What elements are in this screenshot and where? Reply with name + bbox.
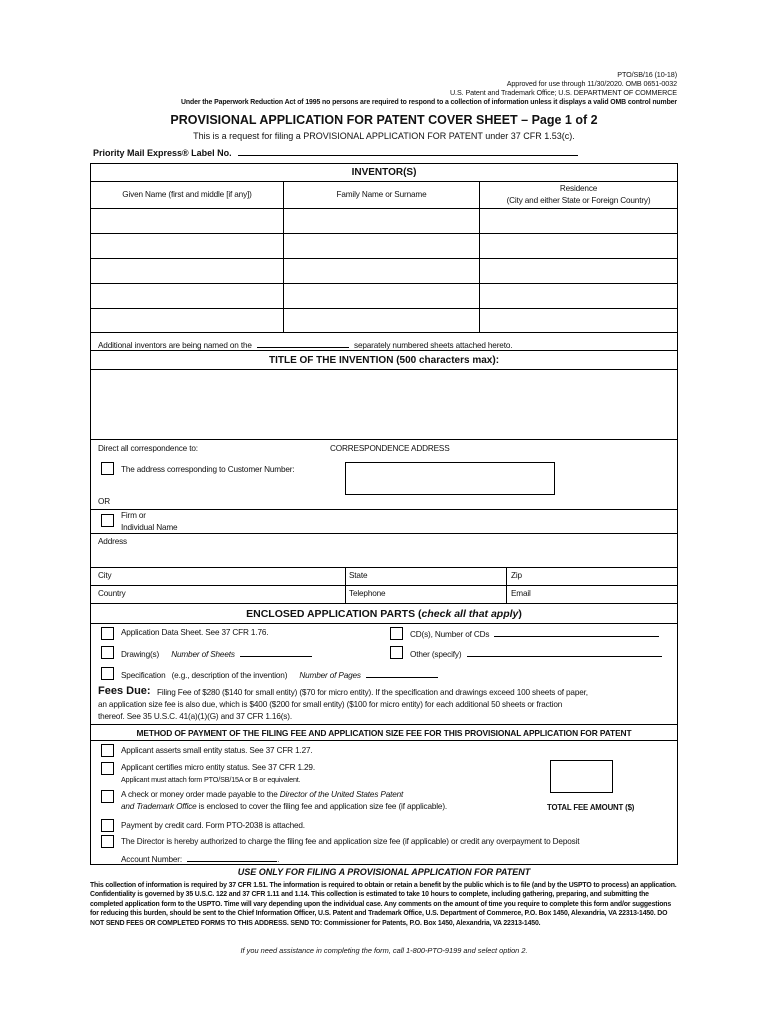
state-label: State (349, 571, 368, 580)
direct-correspondence-label: Direct all correspondence to: (98, 444, 198, 453)
city-field[interactable] (91, 568, 344, 584)
check-label-c: and Trademark Office (121, 802, 197, 811)
additional-inventors-label-a: Additional inventors are being named on the (98, 341, 252, 350)
number-of-sheets-label: Number of Sheets (171, 650, 235, 659)
credit-card-checkbox[interactable] (101, 819, 114, 832)
cds-number-field[interactable] (494, 628, 659, 637)
col-family-name: Family Name or Surname (336, 190, 427, 199)
burden-statement: This collection of information is required by 37 CFR 1.51. The information is required to obtain or retain a benefit by the public which is to file (and by the USPTO to process) an application. Confidentiality is governed by 35 U.S.C. 122 and 37 CFR 1.11 and 1.14. This collection is estimated to take 10 hours to complete, including gathering, preparing, and submitting the completed application form to the USPTO. Time will vary depending upon the individual case. Any comments on the amount of time you require to complete this form and/or suggestions for reducing this burden, should be sent to the Chief Information Officer, U.S. Patent and Trademark Office, U.S. Department of Commerce, P.O. Box 1450, Alexandria, VA 22313-1450. DO NOT SEND FEES OR COMPLETED FORMS TO THIS ADDRESS. SEND TO: Commissioner for Patents, P.O. Box 1450, Alexandria, VA 22313-1450. (90, 882, 677, 927)
other-row (410, 648, 662, 660)
micro-entity-note: Applicant must attach form PTO/SB/15A or B or equivalent. (121, 775, 301, 784)
country-label: Country (98, 589, 126, 598)
director-authorization-label: The Director is hereby authorized to charge the filing fee and application size fee (if applicable) or credit any overpayment to Deposit (121, 837, 580, 846)
inventor-2-family-name[interactable] (284, 234, 478, 257)
city-label: City (98, 571, 112, 580)
invention-title-heading: TITLE OF THE INVENTION (500 characters max): (268, 355, 500, 366)
inventor-1-family-name[interactable] (284, 209, 478, 232)
inventor-5-family-name[interactable] (284, 309, 478, 331)
col-residence: Residence (559, 184, 598, 193)
small-entity-checkbox[interactable] (101, 744, 114, 757)
page-subtitle: This is a request for filing a PROVISIONAL APPLICATION FOR PATENT under 37 CFR 1.53(c). (193, 131, 575, 141)
customer-number-field[interactable] (345, 462, 555, 495)
country-field[interactable] (91, 586, 344, 602)
cds-label: CD(s), Number of CDs (410, 630, 490, 639)
credit-card-label: Payment by credit card. Form PTO-2038 is attached. (121, 821, 305, 830)
check-label-d: is enclosed to cover the filing fee and application size fee (if applicable). (198, 802, 448, 811)
other-checkbox[interactable] (390, 646, 403, 659)
specification-checkbox[interactable] (101, 667, 114, 680)
specification-row (121, 669, 438, 681)
telephone-field[interactable] (346, 586, 505, 602)
inventor-2-given-name[interactable] (91, 234, 282, 257)
check-label-a: A check or money order made payable to the (121, 790, 278, 799)
assistance-notice: If you need assistance in completing the form, call 1-800-PTO-9199 and select option 2. (240, 946, 528, 955)
col-given-name: Given Name (first and middle [if any]) (122, 190, 252, 199)
zip-field[interactable] (507, 568, 677, 584)
specification-desc: (e.g., description of the invention) (171, 671, 288, 680)
office-name: U.S. Patent and Trademark Office; U.S. DEPARTMENT OF COMMERCE (449, 88, 677, 97)
ads-label: Application Data Sheet. See 37 CFR 1.76. (121, 628, 269, 637)
account-number-field[interactable] (187, 853, 277, 862)
number-of-pages-field[interactable] (366, 669, 438, 678)
address-field[interactable] (140, 536, 676, 566)
micro-entity-label: Applicant certifies micro entity status. See 37 CFR 1.29. (121, 763, 315, 772)
zip-label: Zip (511, 571, 522, 580)
payment-heading: METHOD OF PAYMENT OF THE FILING FEE AND APPLICATION SIZE FEE FOR THIS PROVISIONAL APPLICATION FOR PATENT (136, 728, 632, 738)
additional-inventors-label-b: separately numbered sheets attached hereto. (354, 341, 513, 350)
inventor-3-given-name[interactable] (91, 259, 282, 282)
inventor-3-residence[interactable] (480, 259, 677, 282)
address-label: Address (98, 537, 127, 546)
firm-label: Firm or (121, 511, 146, 520)
customer-number-label: The address corresponding to Customer Number: (121, 465, 295, 474)
deposit-account-checkbox[interactable] (101, 835, 114, 848)
check-label-b: Director of the United States Patent (279, 790, 404, 799)
other-specify-field[interactable] (467, 648, 662, 657)
ads-checkbox[interactable] (101, 627, 114, 640)
check-row-2 (121, 802, 447, 812)
use-only-notice: USE ONLY FOR FILING A PROVISIONAL APPLICATION FOR PATENT (237, 867, 531, 877)
drawings-row (121, 648, 312, 660)
inventor-3-family-name[interactable] (284, 259, 478, 282)
account-number-label: Account Number: (121, 855, 183, 864)
firm-checkbox[interactable] (101, 514, 114, 527)
inventor-2-residence[interactable] (480, 234, 677, 257)
cds-row (410, 628, 659, 640)
or-label: OR (98, 497, 110, 506)
correspondence-address-heading: CORRESPONDENCE ADDRESS (330, 444, 450, 453)
enclosed-parts-heading: ENCLOSED APPLICATION PARTS (check all that apply) (246, 608, 522, 620)
small-entity-label: Applicant asserts small entity status. See 37 CFR 1.27. (121, 746, 313, 755)
inventor-5-residence[interactable] (480, 309, 677, 331)
customer-number-checkbox[interactable] (101, 462, 114, 475)
invention-title-field[interactable] (91, 370, 677, 438)
priority-mail-field[interactable] (238, 147, 578, 156)
fees-line-1: Filing Fee of $280 ($140 for small entity) ($70 for micro entity). If the specification and drawings exceed 100 sheets of paper, (157, 688, 588, 697)
inventor-1-residence[interactable] (480, 209, 677, 232)
account-number-row: Account Number: . (121, 855, 280, 864)
total-fee-field[interactable] (550, 760, 613, 793)
specification-label: Specification (121, 671, 166, 680)
email-label: Email (511, 589, 531, 598)
other-label: Other (specify) (410, 650, 462, 659)
inventors-heading: INVENTOR(S) (351, 167, 417, 178)
fees-line-3: thereof. See 35 U.S.C. 41(a)(1)(G) and 37 CFR 1.16(s). (98, 712, 292, 721)
total-fee-label: TOTAL FEE AMOUNT ($) (547, 803, 635, 812)
inventor-4-given-name[interactable] (91, 284, 282, 307)
inventor-4-residence[interactable] (480, 284, 677, 307)
cds-checkbox[interactable] (390, 627, 403, 640)
telephone-label: Telephone (349, 589, 386, 598)
paperwork-notice: Under the Paperwork Reduction Act of 1995 no persons are required to respond to a collection of information unless it displays a valid OMB control number (181, 99, 677, 106)
col-residence-detail: (City and either State or Foreign Country) (506, 196, 651, 205)
omb-approval: Approved for use through 11/30/2020. OMB 0651-0032 (506, 79, 677, 88)
number-of-pages-label: Number of Pages (299, 671, 361, 680)
drawings-label: Drawing(s) (121, 650, 160, 659)
fees-line-2: an application size fee is also due, which is $400 ($200 for small entity) ($100 for micro entity) for each additional 50 sheets or fraction (98, 700, 563, 709)
check-money-order-checkbox[interactable] (101, 790, 114, 803)
check-row-1 (121, 790, 403, 800)
drawings-checkbox[interactable] (101, 646, 114, 659)
inventor-5-given-name[interactable] (91, 309, 282, 331)
email-field[interactable] (507, 586, 677, 602)
inventor-1-given-name[interactable] (91, 209, 282, 232)
page-title: PROVISIONAL APPLICATION FOR PATENT COVER SHEET – Page 1 of 2 (170, 113, 598, 127)
priority-mail-label: Priority Mail Express® Label No. (93, 148, 232, 158)
fees-due-label: Fees Due: (98, 685, 151, 697)
priority-mail-row (93, 147, 578, 158)
number-of-sheets-field[interactable] (240, 648, 312, 657)
form-id: PTO/SB/16 (10-18) (617, 70, 677, 79)
inventor-4-family-name[interactable] (284, 284, 478, 307)
micro-entity-checkbox[interactable] (101, 762, 114, 775)
additional-sheets-field[interactable] (257, 339, 349, 348)
individual-name-label: Individual Name (121, 523, 178, 532)
state-field[interactable] (346, 568, 505, 584)
